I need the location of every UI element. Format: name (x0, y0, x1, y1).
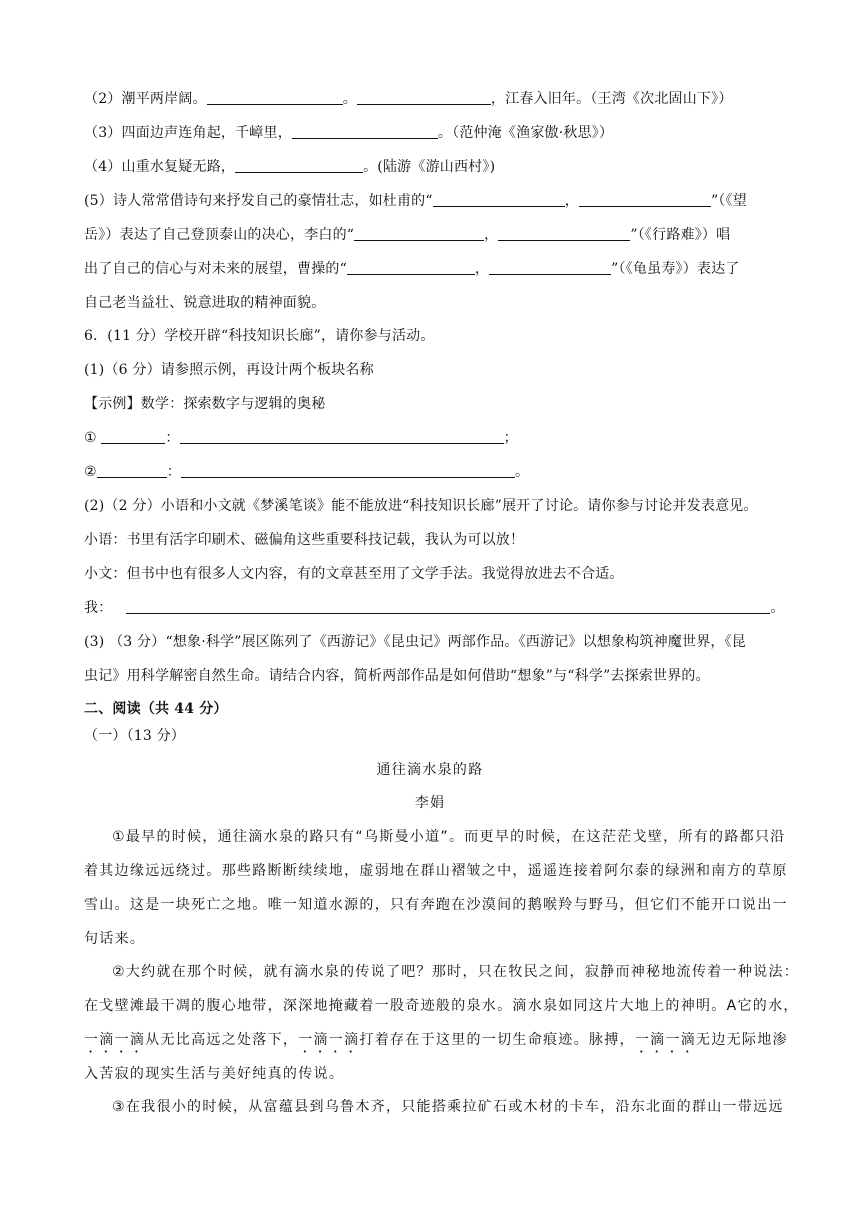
q5-line-5-row1: (5）诗人常常借诗句来抒发自己的豪情壮志，如杜甫的“ ， ”（《望 (84, 193, 747, 209)
q5-line-5-row2: 岳》）表达了自己登顶泰山的决心，李白的“ ， ”（《行路难》）唱 (84, 227, 731, 243)
q5-line-5-row3: 出了自己的信心与对未来的展望，曹操的“ ， ”（《龟虽寿》）表达了 (84, 261, 740, 277)
answer-blank[interactable] (235, 157, 363, 173)
section-heading: 二、阅读（共 44 分） (84, 701, 228, 717)
essay-p1-line4: 句话来。 (84, 931, 146, 947)
q5-line-2: （2）潮平两岸阔。 。 ，江春入旧年。（王湾《次北固山下》） (84, 91, 733, 107)
answer-blank[interactable] (207, 89, 343, 105)
answer-blank[interactable] (498, 225, 630, 241)
q6-part1: (1)（6 分）请参照示例，再设计两个板块名称 (84, 362, 374, 378)
answer-blank[interactable] (101, 428, 165, 444)
answer-blank[interactable] (489, 259, 611, 275)
q5-line-5-row4: 自己老当益壮、锐意进取的精神面貌。 (84, 295, 326, 311)
answer-blank[interactable] (180, 428, 504, 444)
q6-title: 6．(11 分）学校开辟“科技知识长廊”，请你参与活动。 (84, 328, 435, 344)
essay-p1-line3: 雪山。这是一块死亡之地。唯一知道水源的，只有奔跑在沙漠间的鹅喉羚与野马，但它们不能开口说出一 (84, 897, 788, 913)
q6-item-1: ① ： ； (84, 430, 518, 446)
q6-my-opinion: 我： 。 (84, 600, 785, 616)
answer-blank[interactable] (181, 462, 515, 478)
answer-blank[interactable] (97, 462, 167, 478)
answer-blank[interactable] (579, 191, 711, 207)
q6-example: 【示例】数学：探索数字与逻辑的奥秘 (84, 396, 326, 412)
q6-xiaowen: 小文：但书中也有很多人文内容，有的文章甚至用了文学手法。我觉得放进去不合适。 (84, 566, 624, 582)
essay-p2-line3: 一滴一滴从无比高远之处落下，一滴一滴打着存在于这里的一切生命痕迹。脉搏，一滴一滴无边无际地渗 (84, 1032, 788, 1048)
essay-p2-line1: ②大约就在那个时候，就有滴水泉的传说了吧？那时，只在牧民之间，寂静而神秘地流传着一种说法： (112, 964, 800, 980)
essay-author: 李娟 (414, 795, 446, 811)
q6-item-2: ② ： 。 (84, 464, 530, 480)
answer-blank[interactable] (354, 225, 484, 241)
q6-part2: (2)（2 分）小语和小文就《梦溪笔谈》能不能放进“科技知识长廊”展开了讨论。请你参与讨论并发表意见。 (84, 498, 758, 514)
answer-blank[interactable] (292, 123, 438, 139)
q5-line-3: （3）四面边声连角起，千嶂里， 。（范仲淹《渔家傲·秋思》） (84, 125, 614, 141)
essay-p1-line2: 着其边缘远远绕过。那些路断断续续地，虚弱地在群山褶皱之中，遥遥连接着阿尔泰的绿洲和南方的草原 (84, 863, 788, 879)
answer-blank[interactable] (347, 259, 475, 275)
essay-p1-line1: ①最早的时候，通往滴水泉的路只有“乌斯曼小道”。而更早的时候，在这茫茫戈壁，所有的路都只沿 (112, 829, 786, 845)
section-subheading: （一）（13 分） (84, 728, 186, 744)
q6-part3-line1: (3) （3 分）“想象·科学”展区陈列了《西游记》《昆虫记》两部作品。《西游记》以想象构筑神魔世界，《昆 (84, 634, 747, 650)
essay-p3-line1: ③在我很小的时候，从富蕴县到乌鲁木齐，只能搭乘拉矿石或木材的卡车，沿东北面的群山一带远远 (112, 1099, 784, 1115)
essay-p2-line2: 在戈壁滩最干凋的腹心地带，深深地掩藏着一股奇迹般的泉水。滴水泉如同这片大地上的神明。A它的水， (84, 998, 799, 1014)
answer-blank[interactable] (357, 89, 491, 105)
essay-p2-line4: 入苦寂的现实生活与美好纯真的传说。 (84, 1066, 345, 1082)
answer-blank[interactable] (126, 598, 770, 614)
q6-part3-line2: 虫记》用科学解密自然生命。请结合内容，简析两部作品是如何借助“想象”与“科学”去探索世界的。 (84, 668, 710, 684)
answer-blank[interactable] (433, 191, 565, 207)
q5-line-4: （4）山重水复疑无路， 。(陆游《游山西村》) (84, 159, 496, 175)
essay-title: 通往滴水泉的路 (376, 762, 484, 778)
q6-xiaoyu: 小语：书里有活字印刷术、磁偏角这些重要科技记载，我认为可以放！ (84, 532, 525, 548)
